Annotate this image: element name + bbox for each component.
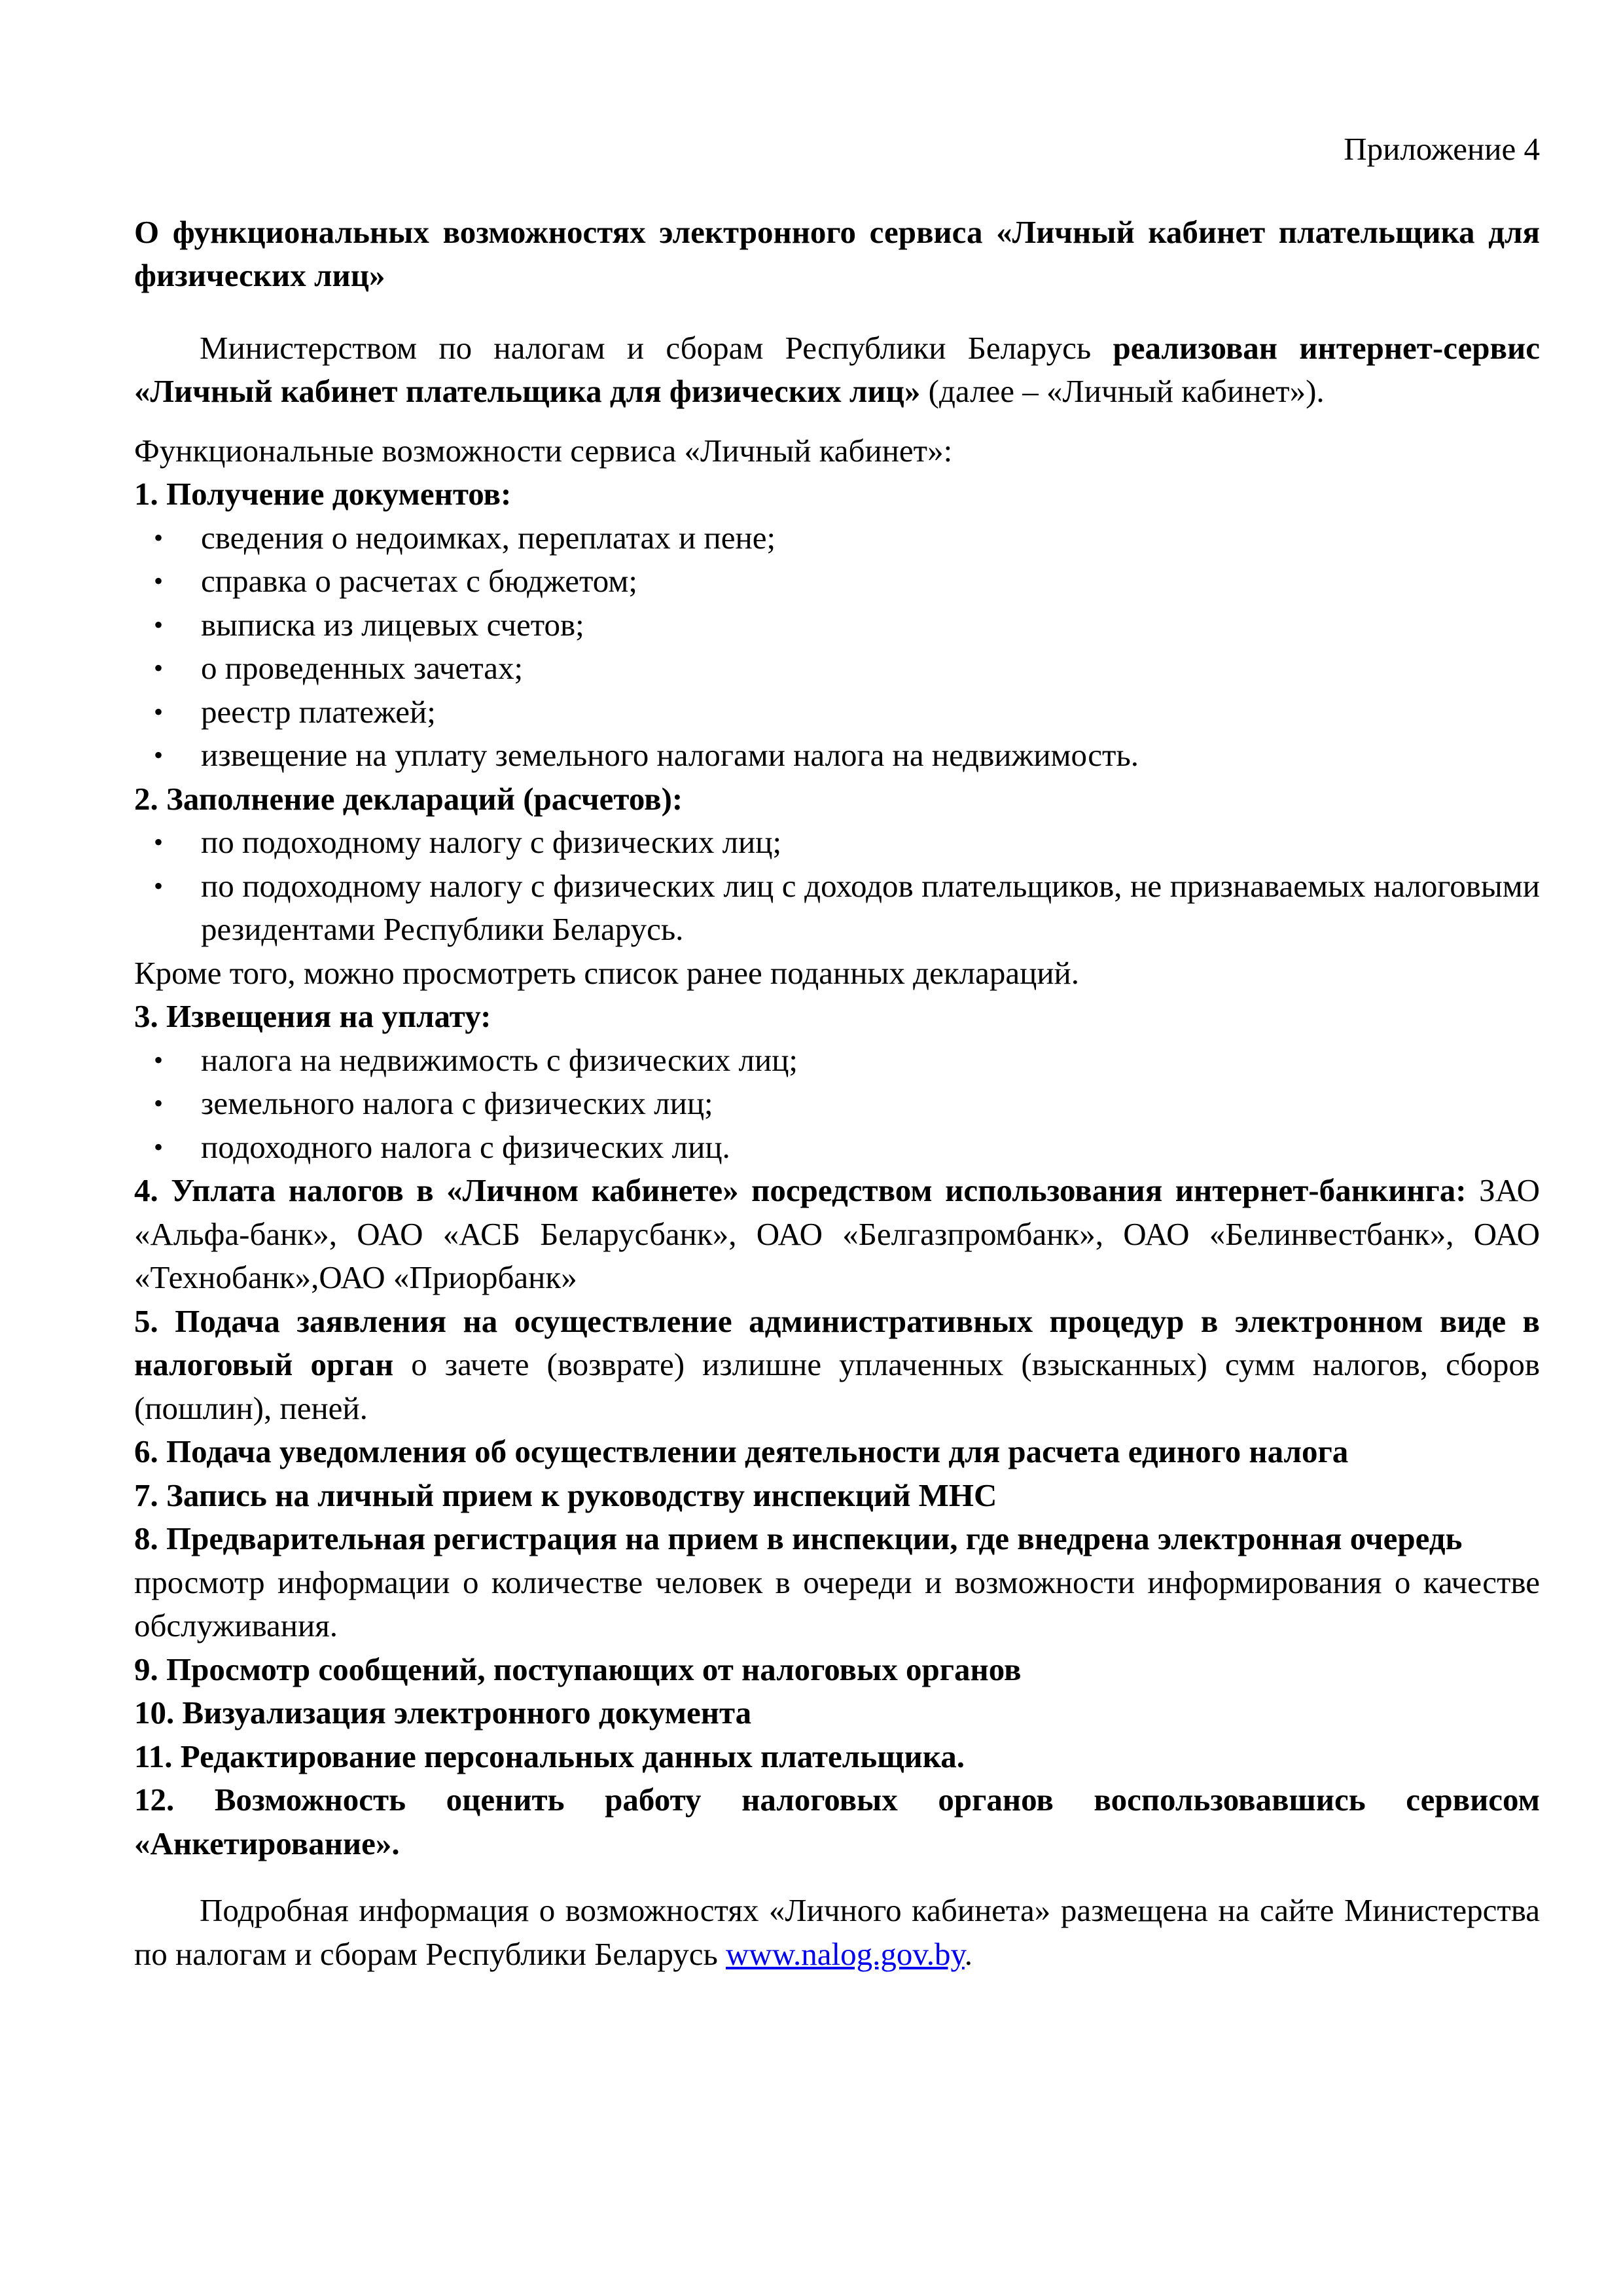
- bullet-icon: •: [154, 1088, 164, 1118]
- section-2-heading: 2. Заполнение деклараций (расчетов):: [134, 780, 683, 817]
- list-item: • по подоходному налогу с физических лиц;: [134, 821, 1540, 865]
- bullet-icon: •: [154, 609, 164, 639]
- document-title: О функциональных возможностях электронного сервиса «Личный кабинет плательщика для физических лиц»: [134, 213, 1540, 293]
- list-item: • земельного налога с физических лиц;: [134, 1082, 1540, 1126]
- section-1-heading: 1. Получение документов:: [134, 476, 512, 512]
- bullet-icon: •: [154, 522, 164, 552]
- list-item: • по подоходному налогу с физических лиц с доходов плательщиков, не признаваемых налоговыми резидентами Республики Беларусь.: [134, 865, 1540, 952]
- document-page: [134, 128, 1540, 2008]
- bullet-icon: •: [154, 740, 164, 770]
- section-2-list: [134, 821, 1540, 952]
- list-item: • выписка из лицевых счетов;: [134, 603, 1540, 647]
- list-item: • налога на недвижимость с физических лиц;: [134, 1039, 1540, 1083]
- section-7-heading: 7. Запись на личный прием к руководству инспекций МНС: [134, 1477, 997, 1513]
- section-2-note: Кроме того, можно просмотреть список ранее поданных деклараций.: [134, 954, 1080, 991]
- section-12-heading: 12. Возможность оценить работу налоговых органов воспользовавшись сервисом «Анкетирование».: [134, 1782, 1540, 1861]
- section-4-heading: 4. Уплата налогов в «Личном кабинете» посредством использования интернет-банкинга:: [134, 1172, 1467, 1208]
- section-8-note: просмотр информации о количестве человек в очереди и возможности информирования о качестве обслуживания.: [134, 1564, 1540, 1643]
- list-item: • сведения о недоимках, переплатах и пене;: [134, 516, 1540, 560]
- intro-text-3: (далее – «Личный кабинет»).: [920, 373, 1325, 409]
- list-item: • извещение на уплату земельного налогами налога на недвижимость.: [134, 734, 1540, 778]
- list-item: • реестр платежей;: [134, 691, 1540, 734]
- section-3-heading: 3. Извещения на уплату:: [134, 998, 491, 1034]
- bullet-icon: •: [154, 1045, 164, 1075]
- footer-period: .: [964, 1935, 973, 1972]
- section-5: [134, 1300, 1540, 1431]
- bullet-icon: •: [154, 653, 164, 683]
- footer-paragraph: [134, 1889, 1540, 1976]
- bullet-icon: •: [154, 827, 164, 857]
- intro-text-1: Министерством по налогам и сборам Республики Беларусь: [200, 329, 1113, 366]
- list-item: • справка о расчетах с бюджетом;: [134, 560, 1540, 603]
- bullet-icon: •: [154, 696, 164, 726]
- appendix-label: Приложение 4: [1344, 131, 1540, 167]
- bullet-icon: •: [154, 1132, 164, 1162]
- section-1-list: [134, 516, 1540, 778]
- section-5-detail: о зачете (возврате) излишне уплаченных (взысканных) сумм налогов, сборов (пошлин), пеней.: [134, 1346, 1540, 1426]
- intro-bold-text: реализован интернет-сервис «Личный кабинет плательщика для физических лиц»: [134, 329, 1540, 409]
- list-item: • о проведенных зачетах;: [134, 647, 1540, 691]
- section-6-heading: 6. Подача уведомления об осуществлении деятельности для расчета единого налога: [134, 1433, 1349, 1469]
- website-link[interactable]: www.nalog.gov.by: [726, 1935, 965, 1972]
- section-9-heading: 9. Просмотр сообщений, поступающих от налоговых органов: [134, 1651, 1022, 1687]
- bullet-icon: •: [154, 870, 164, 901]
- section-8-heading: 8. Предварительная регистрация на прием в инспекции, где внедрена электронная очередь: [134, 1520, 1463, 1556]
- intro-paragraph: [134, 327, 1540, 414]
- features-lead: Функциональные возможности сервиса «Личный кабинет»:: [134, 432, 953, 469]
- bullet-icon: •: [154, 566, 164, 596]
- footer-text: Подробная информация о возможностях «Личного кабинета» размещена на сайте Министерства по налогам и сборам Республики Беларусь: [134, 1892, 1540, 1972]
- section-5-heading: 5. Подача заявления на осуществление административных процедур в электронном виде в налоговый орган: [134, 1302, 1540, 1382]
- section-11-heading: 11. Редактирование персональных данных плательщика.: [134, 1738, 965, 1774]
- section-4-banks: ЗАО «Альфа-банк», ОАО «АСБ Беларусбанк», ОАО «Белгазпромбанк», ОАО «Белинвестбанк», ОАО «Технобанк»,ОАО «Приорбанк»: [134, 1172, 1540, 1295]
- section-3-list: [134, 1039, 1540, 1170]
- section-4: [134, 1169, 1540, 1300]
- list-item: • подоходного налога с физических лиц.: [134, 1126, 1540, 1170]
- section-10-heading: 10. Визуализация электронного документа: [134, 1695, 752, 1731]
